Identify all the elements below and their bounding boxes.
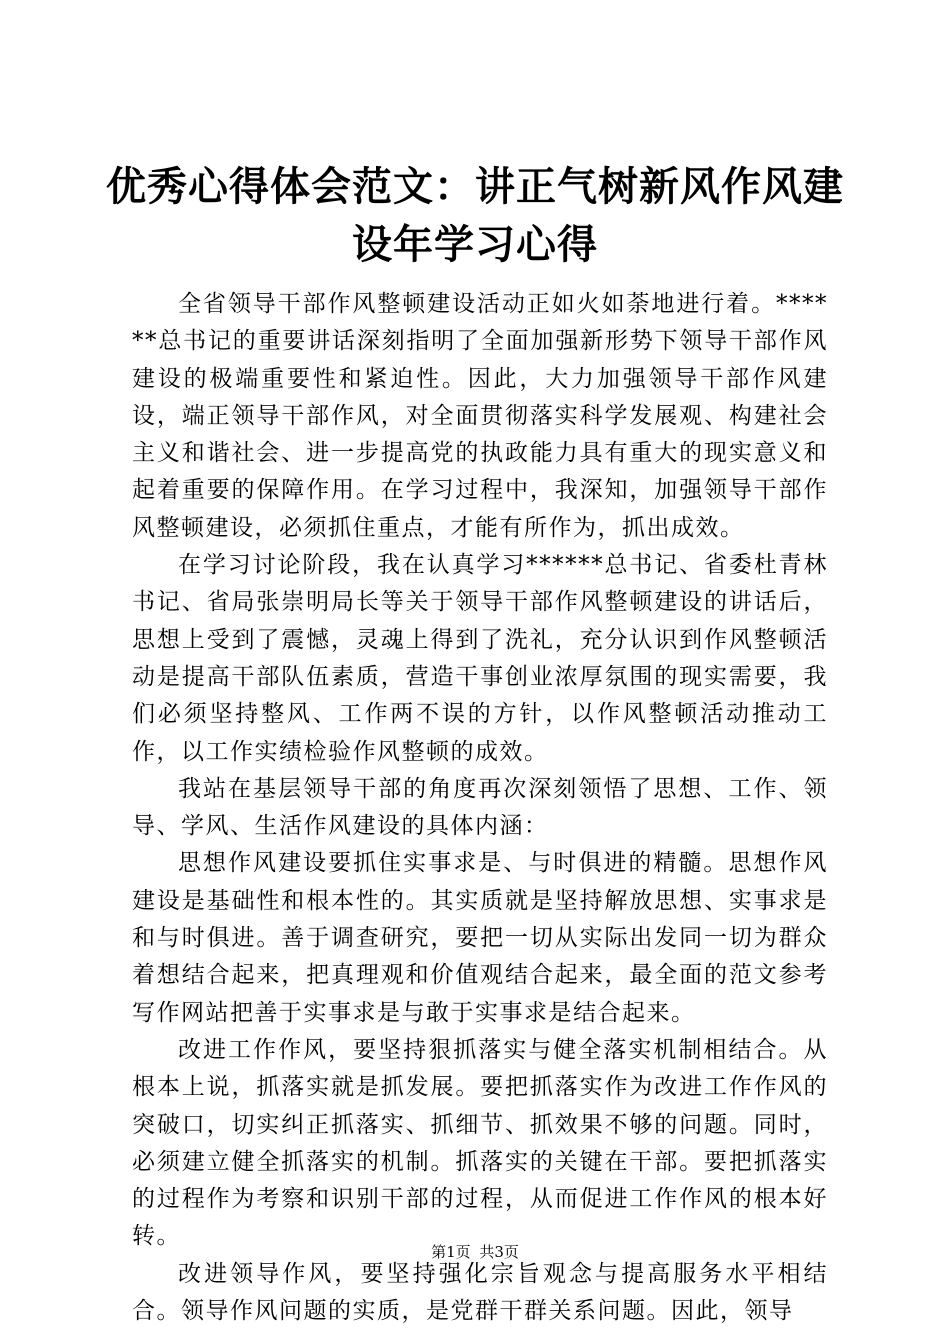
document-body — [132, 286, 828, 1330]
paragraph: 改进工作作风，要坚持狠抓落实与健全落实机制相结合。从根本上说，抓落实就是抓发展。要把抓落实作为改进工作作风的突破口，切实纠正抓落实、抓细节、抓效果不够的问题。同时，必须建立健全抓落实的机制。抓落实的关键在干部。要把抓落实的过程作为考察和识别干部的过程，从而促进工作作风的根本好转。 — [132, 1036, 828, 1250]
paragraph: 思想作风建设要抓住实事求是、与时俱进的精髓。思想作风建设是基础性和根本性的。其实质就是坚持解放思想、实事求是和与时俱进。善于调查研究，要把一切从实际出发同一切为群众着想结合起来，把真理观和价值观结合起来，最全面的范文参考写作网站把善于实事求是与敢于实事求是结合起来。 — [132, 850, 828, 1026]
page-total: 共3页 — [479, 1243, 519, 1261]
page-number: 第1页 — [431, 1243, 471, 1261]
paragraph: 在学习讨论阶段，我在认真学习******总书记、省委杜青林书记、省局张崇明局长等关于领导干部作风整顿建设的讲话后，思想上受到了震憾，灵魂上得到了洗礼，充分认识到作风整顿活动是提高干部队伍素质，营造干事创业浓厚氛围的现实需要，我们必须坚持整风、工作两不误的方针，以作风整顿活动推动工作，以工作实绩检验作风整顿的成效。 — [132, 552, 828, 765]
document-title: 优秀心得体会范文：讲正气树新风作风建设年学习心得 — [106, 163, 844, 268]
paragraph: 我站在基层领导干部的角度再次深刻领悟了思想、工作、领导、学风、生活作风建设的具体内涵： — [132, 775, 828, 840]
page-footer — [0, 1242, 950, 1262]
paragraph: 全省领导干部作风整顿建设活动正如火如荼地进行着。******总书记的重要讲话深刻指明了全面加强新形势下领导干部作风建设的极端重要性和紧迫性。因此，大力加强领导干部作风建设，端正领导干部作风，对全面贯彻落实科学发展观、构建社会主义和谐社会、进一步提高党的执政能力具有重大的现实意义和起着重要的保障作用。在学习过程中，我深知，加强领导干部作风整顿建设，必须抓住重点，才能有所作为，抓出成效。 — [132, 291, 828, 541]
paragraph: 改进领导作风，要坚持强化宗旨观念与提高服务水平相结合。领导作风问题的实质，是党群干群关系问题。因此，领导 — [132, 1260, 828, 1325]
